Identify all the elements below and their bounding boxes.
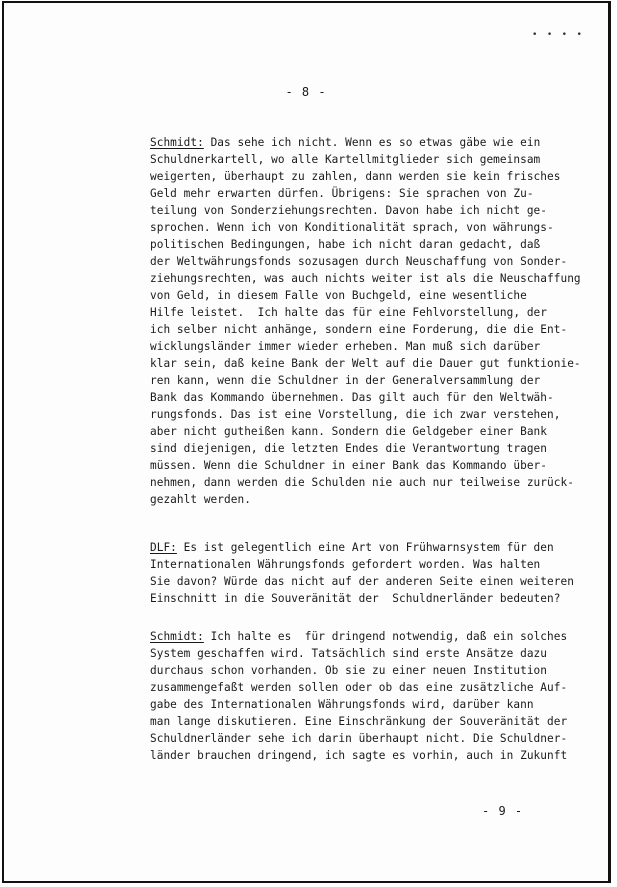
text-line: Internationalen Währungsfonds gefordert worden. Was halten: [150, 558, 541, 571]
text-line: Schmidt: Das sehe ich nicht. Wenn es so etwas gäbe wie ein: [150, 136, 541, 149]
text-line: gabe des Internationalen Währungsfonds wird, darüber kann: [150, 698, 534, 711]
corner-marks: • • • •: [532, 30, 584, 40]
text-line: Schuldnerländer sehe ich darin überhaupt nicht. Die Schuldner-: [150, 732, 568, 745]
text-line: der Weltwährungsfonds sozusagen durch Neuschaffung von Sonder-: [150, 255, 568, 268]
text-line: weigerten, überhaupt zu zahlen, dann werden sie kein frisches: [150, 170, 561, 183]
text-line: rungsfonds. Das ist eine Vorstellung, die ich zwar verstehen,: [150, 408, 561, 421]
text-line: man lange diskutieren. Eine Einschränkung der Souveränität der: [150, 715, 568, 728]
text-line: sprochen. Wenn ich von Konditionalität sprach, von währungs-: [150, 221, 554, 234]
text-line: zusammengefaßt werden sollen oder ob das eine zusätzliche Auf-: [150, 681, 568, 694]
text-line: Schmidt: Ich halte es für dringend notwendig, daß ein solches: [150, 630, 568, 643]
text-line: wicklungsländer immer wieder erheben. Man muß sich darüber: [150, 340, 541, 353]
text-line: ren kann, wenn die Schuldner in der Generalversammlung der: [150, 374, 541, 387]
text-line: sind diejenigen, die letzten Endes die Verantwortung tragen: [150, 442, 548, 455]
text-line: länder brauchen dringend, ich sagte es vorhin, auch in Zukunft: [150, 749, 568, 762]
page-number-top: - 8 -: [285, 85, 327, 99]
text-line: Schuldnerkartell, wo alle Kartellmitglieder sich gemeinsam: [150, 153, 541, 166]
text-line: Bank das Kommando übernehmen. Das gilt auch für den Weltwäh-: [150, 391, 554, 404]
text-line: aber nicht gutheißen kann. Sondern die Geldgeber einer Bank: [150, 425, 548, 438]
text-line: Geld mehr erwarten dürfen. Übrigens: Sie sprachen von Zu-: [150, 187, 534, 200]
text-line: klar sein, daß keine Bank der Welt auf die Dauer gut funktionie-: [150, 357, 581, 370]
speaker-label: Schmidt:: [150, 630, 204, 643]
text-line: System geschaffen wird. Tatsächlich sind erste Ansätze dazu: [150, 647, 548, 660]
text-line: teilung von Sonderziehungsrechten. Davon habe ich nicht ge-: [150, 204, 548, 217]
text-line: politischen Bedingungen, habe ich nicht daran gedacht, daß: [150, 238, 541, 251]
text-line: nehmen, dann werden die Schulden nie auch nur teilweise zurück-: [150, 476, 574, 489]
page-number-bottom: - 9 -: [482, 804, 524, 818]
text-line: Hilfe leistet. Ich halte das für eine Fehlvorstellung, der: [150, 306, 548, 319]
text-line: Einschnitt in die Souveränität der Schuldnerländer bedeuten?: [150, 592, 561, 605]
speaker-label: DLF:: [150, 541, 177, 554]
text-line: von Geld, in diesem Falle von Buchgeld, eine wesentliche: [150, 289, 527, 302]
text-line: ich selber nicht anhänge, sondern eine Forderung, die die Ent-: [150, 323, 568, 336]
text-line: Sie davon? Würde das nicht auf der anderen Seite einen weiteren: [150, 575, 574, 588]
scanned-page: [2, 1, 611, 883]
text-line: ziehungsrechten, was auch nichts weiter ist als die Neuschaffung: [150, 272, 581, 285]
text-line: müssen. Wenn die Schuldner in einer Bank das Kommando über-: [150, 459, 548, 472]
text-line: gezahlt werden.: [150, 493, 251, 506]
text-line: DLF: Es ist gelegentlich eine Art von Frühwarnsystem für den: [150, 541, 554, 554]
speaker-label: Schmidt:: [150, 136, 204, 149]
text-line: durchaus schon vorhanden. Ob sie zu einer neuen Institution: [150, 664, 548, 677]
